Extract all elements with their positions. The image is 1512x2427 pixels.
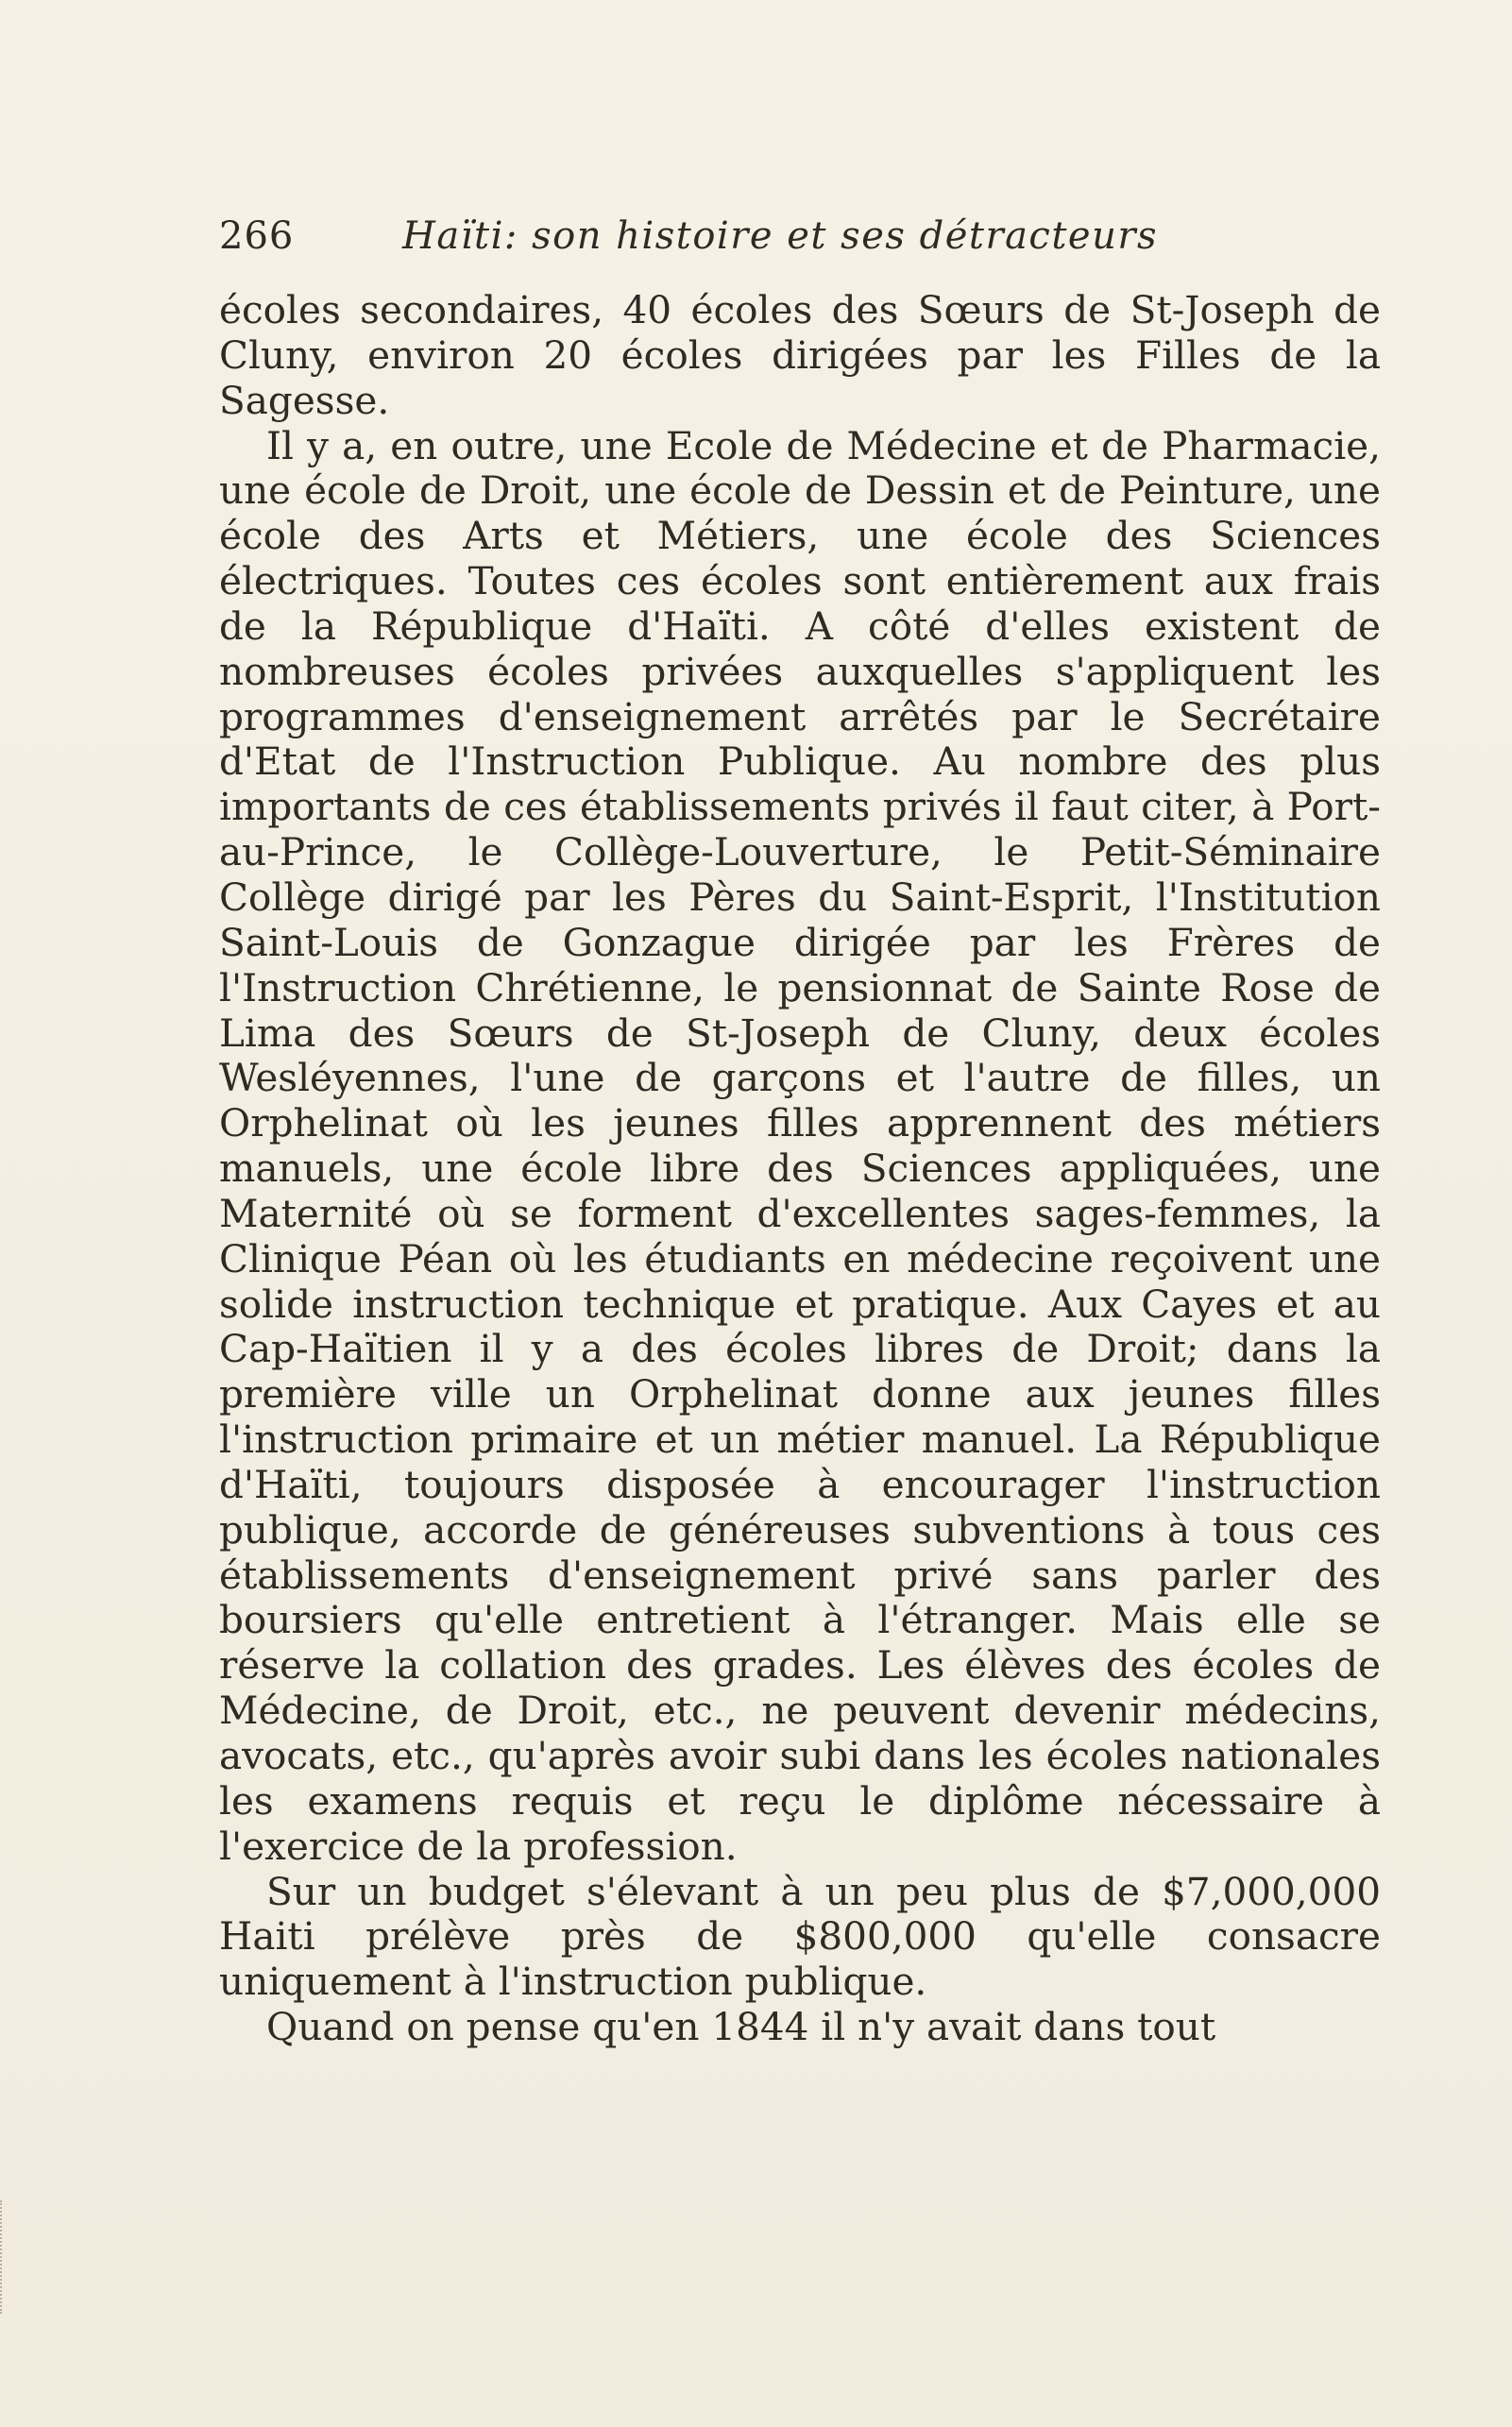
paragraph-budget: Sur un budget s'élevant à un peu plus de $7,000,000 Haiti prélève près de $800,000 qu'elle consacre uniquement à l'instruction publique.: [219, 1868, 1381, 2005]
margin-scan-marks: [0, 2200, 6, 2314]
page-header: [219, 210, 1192, 263]
body-text: [219, 288, 1381, 2050]
paragraph-continued: écoles secondaires, 40 écoles des Sœurs de St-Joseph de Cluny, environ 20 écoles dirigées par les Filles de la Sagesse.: [219, 287, 1381, 423]
page-number: 266: [219, 214, 295, 258]
running-title: Haïti: son histoire et ses détracteurs: [402, 214, 1158, 258]
paragraph-closing: Quand on pense qu'en 1844 il n'y avait dans tout: [266, 2004, 1216, 2050]
paragraph-schools: Il y a, en outre, une Ecole de Médecine et de Pharmacie, une école de Droit, une école de Dessin et de Peinture, une école des Arts et Métiers, une école des Sciences électriques. Toutes ces écoles sont entièrement aux frais de la République d'Haïti. A côté d'elles existent de nombreuses écoles privées auxquelles s'appliquent les programmes d'enseignement arrêtés par le Secrétaire d'Etat de l'Instruction Publique. Au nombre des plus importants de ces établissements privés il faut citer, à Port-au-Prince, le Collège-Louverture, le Petit-Séminaire Collège dirigé par les Pères du Saint-Esprit, l'Institution Saint-Louis de Gonzague dirigée par les Frères de l'Instruction Chrétienne, le pensionnat de Sainte Rose de Lima des Sœurs de St-Joseph de Cluny, deux écoles Wesléyennes, l'une de garçons et l'autre de filles, un Orphelinat où les jeunes filles apprennent des métiers manuels, une école libre des Sciences appliquées, une Maternité où se forment d'excellentes sages-femmes, la Clinique Péan où les étudiants en médecine reçoivent une solide instruction technique et pratique. Aux Cayes et au Cap-Haïtien il y a des écoles libres de Droit; dans la première ville un Orphelinat donne aux jeunes filles l'instruction primaire et un métier manuel. La République d'Haïti, toujours disposée à encourager l'instruction publique, accorde de généreuses subventions à tous ces établissements d'enseignement privé sans parler des boursiers qu'elle entretient à l'étranger. Mais elle se réserve la collation des grades. Les élèves des écoles de Médecine, de Droit, etc., ne peuvent devenir médecins, avocats, etc., qu'après avoir subi dans les écoles nationales les examens requis et reçu le diplôme nécessaire à l'exercice de la profession.: [219, 422, 1381, 1869]
